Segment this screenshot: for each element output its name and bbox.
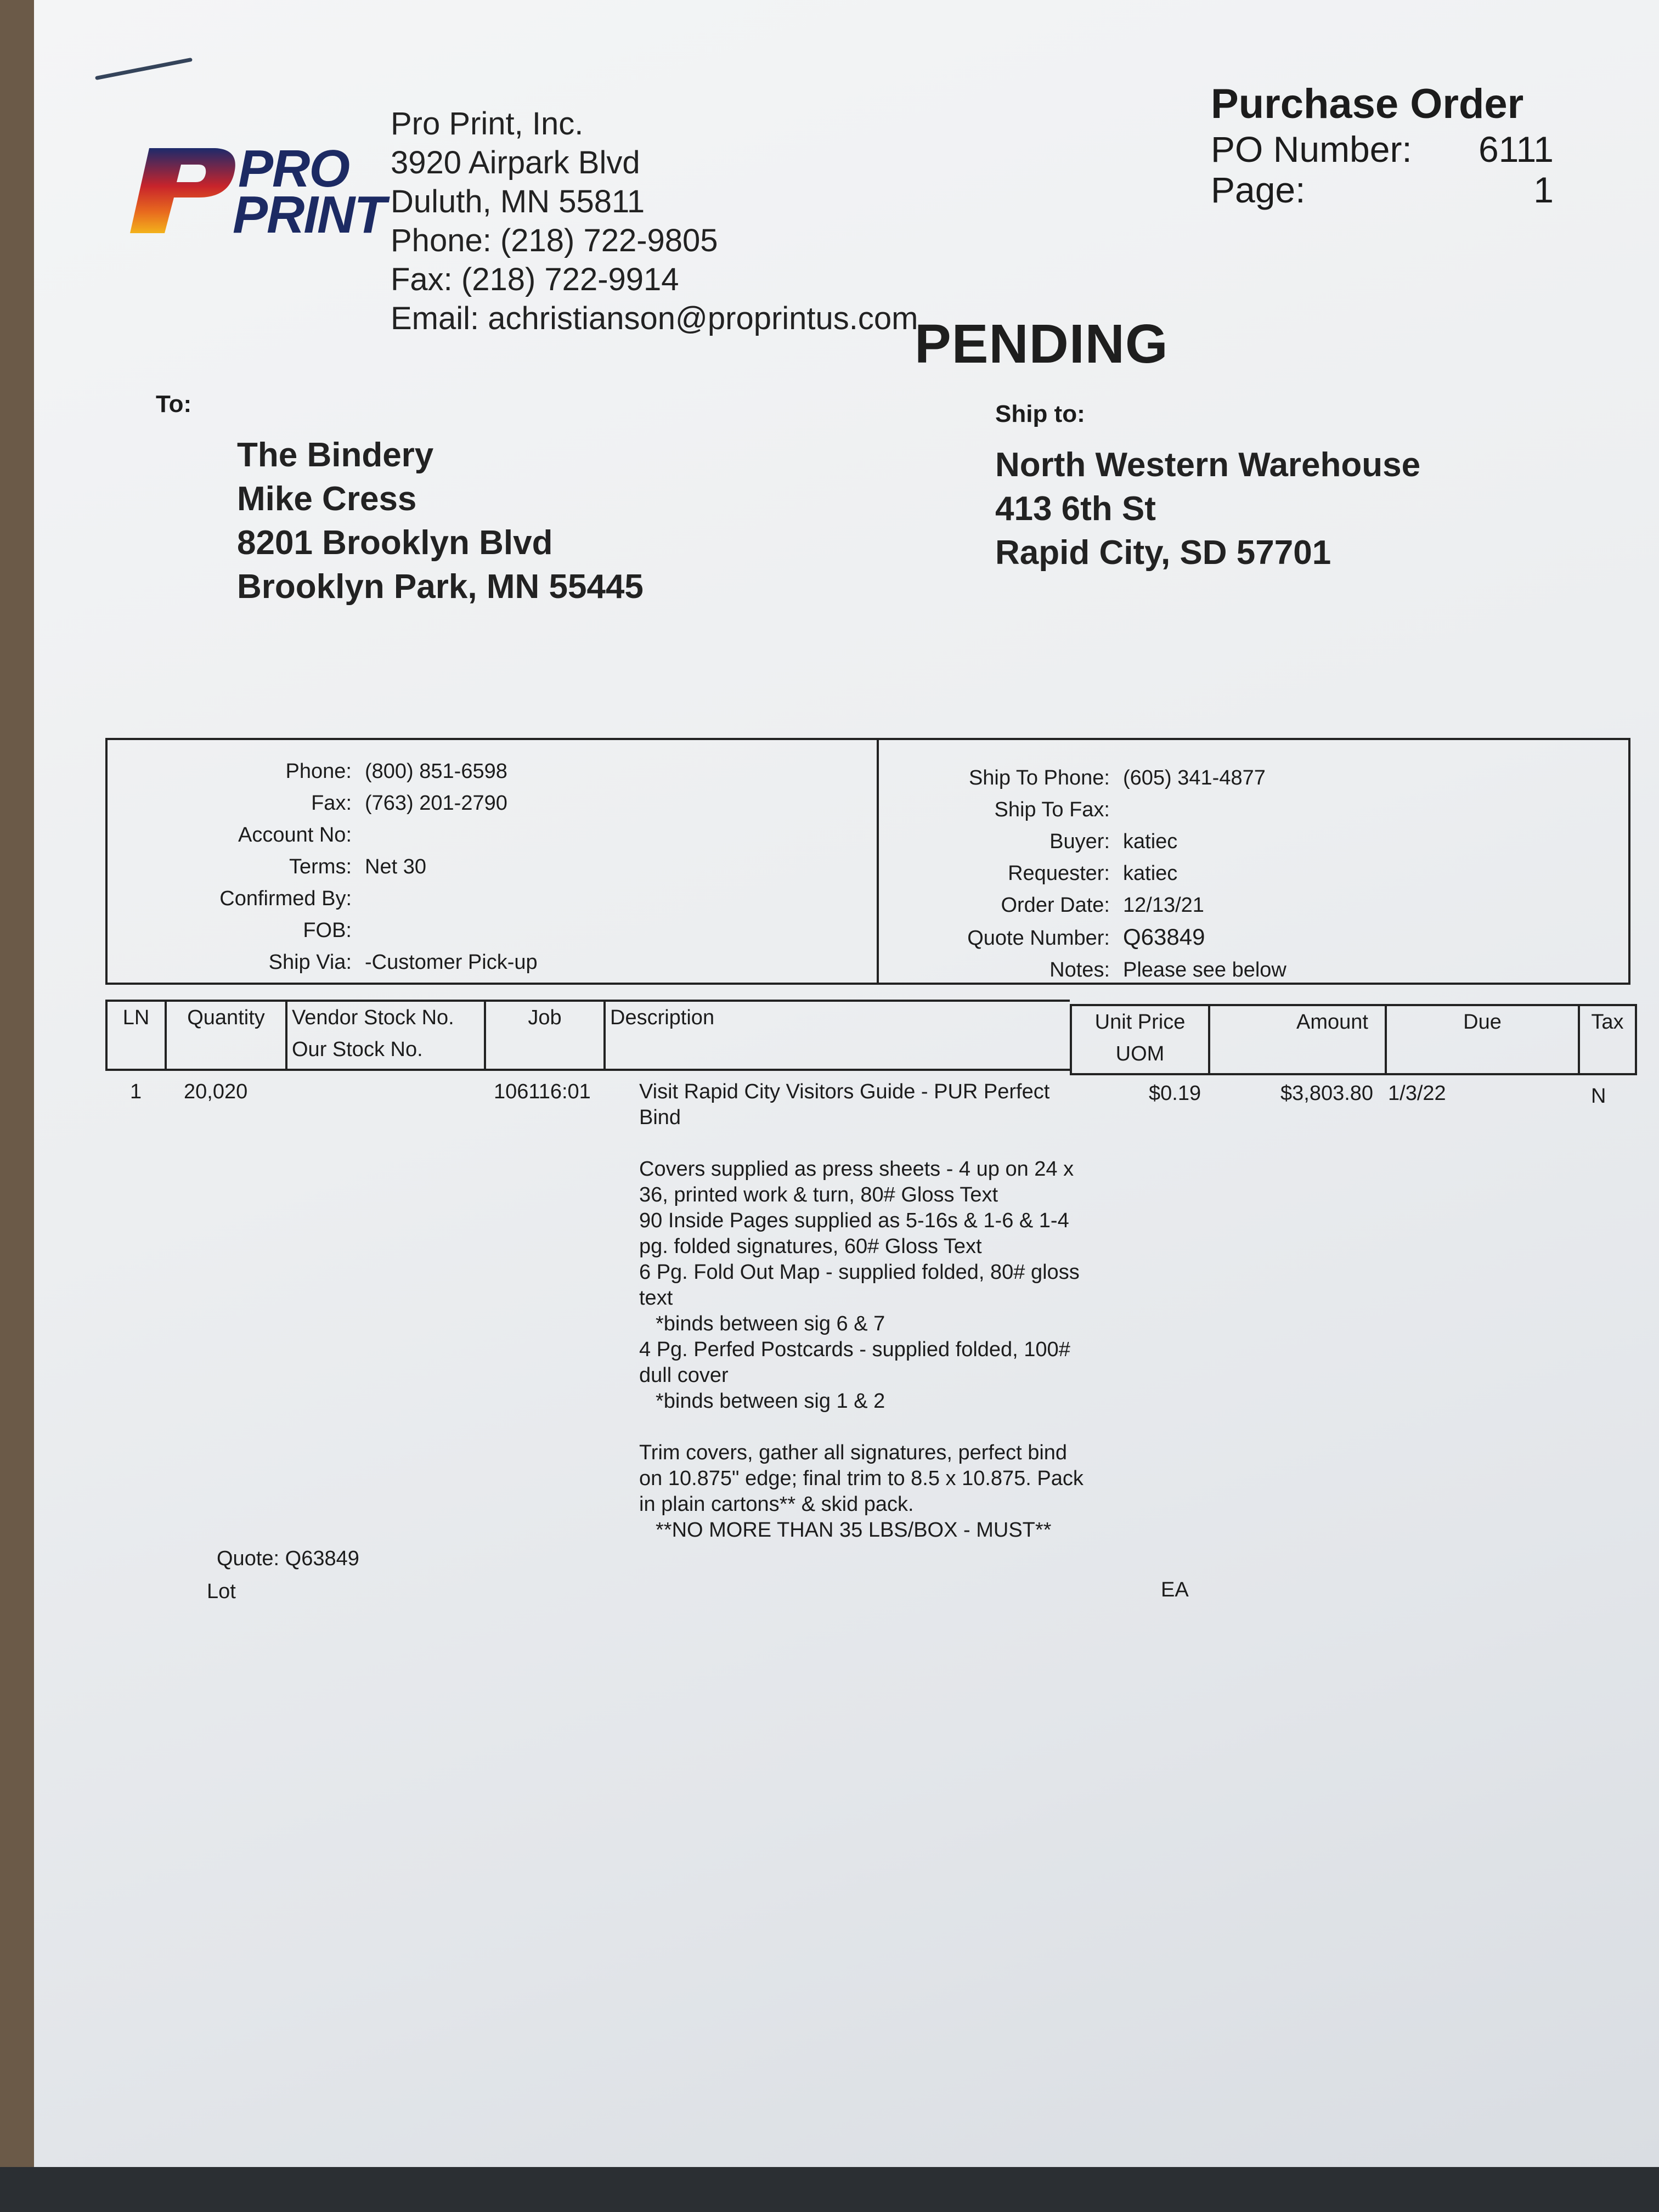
ship-info-row: Quote Number: Q63849	[967, 924, 1205, 950]
description-line: *binds between sig 1 & 2	[656, 1390, 885, 1413]
po-number-row	[1211, 129, 1554, 170]
purchase-order-page	[34, 0, 1659, 2167]
company-address2: Duluth, MN 55811	[391, 184, 645, 219]
row-uom: EA	[1161, 1578, 1189, 1601]
ship-info-row: Ship To Fax:	[994, 798, 1110, 821]
vendor-info-row: Terms: Net 30	[289, 855, 426, 878]
row-description	[639, 1079, 1111, 1543]
po-page-label: Page:	[1211, 170, 1306, 210]
vendor-info-row: Account No:	[238, 823, 352, 847]
vendor-address-line: The Bindery	[237, 436, 434, 474]
ship-to-label: Ship to:	[995, 400, 1085, 427]
description-line: in plain cartons** & skid pack.	[639, 1493, 914, 1516]
order-info-box	[105, 738, 1630, 985]
header-unit-price: Unit Price UOM	[1070, 1004, 1208, 1075]
description-line: pg. folded signatures, 60# Gloss Text	[639, 1235, 982, 1258]
vendor-info-row: Ship Via: -Customer Pick-up	[268, 951, 538, 974]
row-quantity: 20,020	[184, 1080, 248, 1103]
description-line: 90 Inside Pages supplied as 5-16s & 1-6 & 1-4	[639, 1209, 1069, 1232]
description-line: Trim covers, gather all signatures, perfect bind	[639, 1441, 1068, 1464]
pro-print-logo	[116, 139, 391, 244]
header-amount: Amount	[1208, 1004, 1385, 1075]
vendor-address-line: Mike Cress	[237, 480, 417, 518]
vendor-info-list	[108, 755, 538, 978]
company-fax: Fax: (218) 722-9914	[391, 262, 679, 297]
description-line: 36, printed work & turn, 80# Gloss Text	[639, 1183, 998, 1206]
po-number-label: PO Number:	[1211, 129, 1412, 170]
ship-info-row: Ship To Phone: (605) 341-4877	[968, 766, 1266, 789]
desk-surface	[0, 2167, 1659, 2212]
row-quote: Quote: Q63849	[217, 1547, 359, 1570]
header-description: Description	[603, 1000, 1070, 1071]
to-label: To:	[156, 391, 192, 417]
ship-to-address-line: North Western Warehouse	[995, 446, 1421, 484]
vendor-info-row: Phone: (800) 851-6598	[285, 760, 507, 783]
description-line: on 10.875" edge; final trim to 8.5 x 10.875. Pack	[639, 1467, 1084, 1490]
description-line: Visit Rapid City Visitors Guide - PUR Perfect	[639, 1080, 1050, 1103]
description-line: 4 Pg. Perfed Postcards - supplied folded, 100#	[639, 1338, 1070, 1361]
vendor-info-row: Confirmed By:	[219, 887, 352, 910]
status-stamp: PENDING	[915, 313, 1169, 375]
description-line: Covers supplied as press sheets - 4 up on 24 x	[639, 1158, 1074, 1181]
company-phone: Phone: (218) 722-9805	[391, 223, 718, 258]
ship-to-address-line: Rapid City, SD 57701	[995, 534, 1331, 572]
company-name: Pro Print, Inc.	[391, 106, 584, 142]
header-quantity: Quantity	[165, 1000, 285, 1071]
row-tax: N	[1591, 1085, 1606, 1108]
vendor-address-line: 8201 Brooklyn Blvd	[237, 524, 553, 562]
header-job: Job	[484, 1000, 603, 1071]
ship-info-row: Order Date: 12/13/21	[1001, 894, 1204, 917]
description-line: **NO MORE THAN 35 LBS/BOX - MUST**	[656, 1519, 1052, 1542]
ship-info-row: Notes: Please see below	[1049, 958, 1286, 981]
po-title: Purchase Order	[1211, 81, 1524, 127]
header-tax: Tax	[1578, 1004, 1637, 1075]
row-job: 106116:01	[494, 1080, 591, 1103]
row-amount: $3,803.80	[1280, 1082, 1374, 1105]
description-line: text	[639, 1286, 673, 1310]
ship-info-row: Buyer: katiec	[1049, 830, 1178, 853]
logo-pro-text: PRO	[238, 139, 349, 198]
ship-info-row: Requester: katiec	[1008, 862, 1178, 885]
company-address1: 3920 Airpark Blvd	[391, 145, 640, 180]
description-line: dull cover	[639, 1364, 729, 1387]
po-number-value: 6111	[1478, 129, 1554, 170]
header-ln: LN	[105, 1000, 165, 1071]
logo-p-icon	[116, 143, 242, 241]
po-page-row	[1211, 170, 1554, 210]
row-lot: Lot	[207, 1580, 236, 1603]
logo-print-text: PRINT	[233, 185, 385, 244]
ship-to-address	[995, 443, 1420, 575]
vendor-info-row: Fax: (763) 201-2790	[311, 792, 507, 815]
row-ln: 1	[130, 1080, 142, 1103]
line-items-header	[105, 1000, 1659, 1071]
description-line: 6 Pg. Fold Out Map - supplied folded, 80# gloss	[639, 1261, 1080, 1284]
po-header	[1211, 80, 1554, 210]
description-line: Bind	[639, 1106, 681, 1129]
description-spacer	[639, 1414, 1111, 1440]
po-page-value: 1	[1533, 170, 1554, 210]
company-info	[391, 104, 918, 338]
row-due: 1/3/22	[1388, 1082, 1446, 1105]
ship-info-list	[877, 762, 1286, 986]
pen-mark	[95, 58, 193, 80]
row-unit-price: $0.19	[1149, 1082, 1201, 1105]
vendor-address	[237, 433, 644, 609]
header-due: Due	[1385, 1004, 1578, 1075]
description-spacer	[639, 1131, 1111, 1156]
vendor-info-row: FOB:	[303, 919, 352, 942]
vendor-address-line: Brooklyn Park, MN 55445	[237, 568, 644, 606]
company-email: Email: achristianson@proprintus.com	[391, 301, 918, 336]
header-stock: Vendor Stock No. Our Stock No.	[285, 1000, 484, 1071]
ship-to-address-line: 413 6th St	[995, 490, 1156, 528]
description-line: *binds between sig 6 & 7	[656, 1312, 885, 1335]
